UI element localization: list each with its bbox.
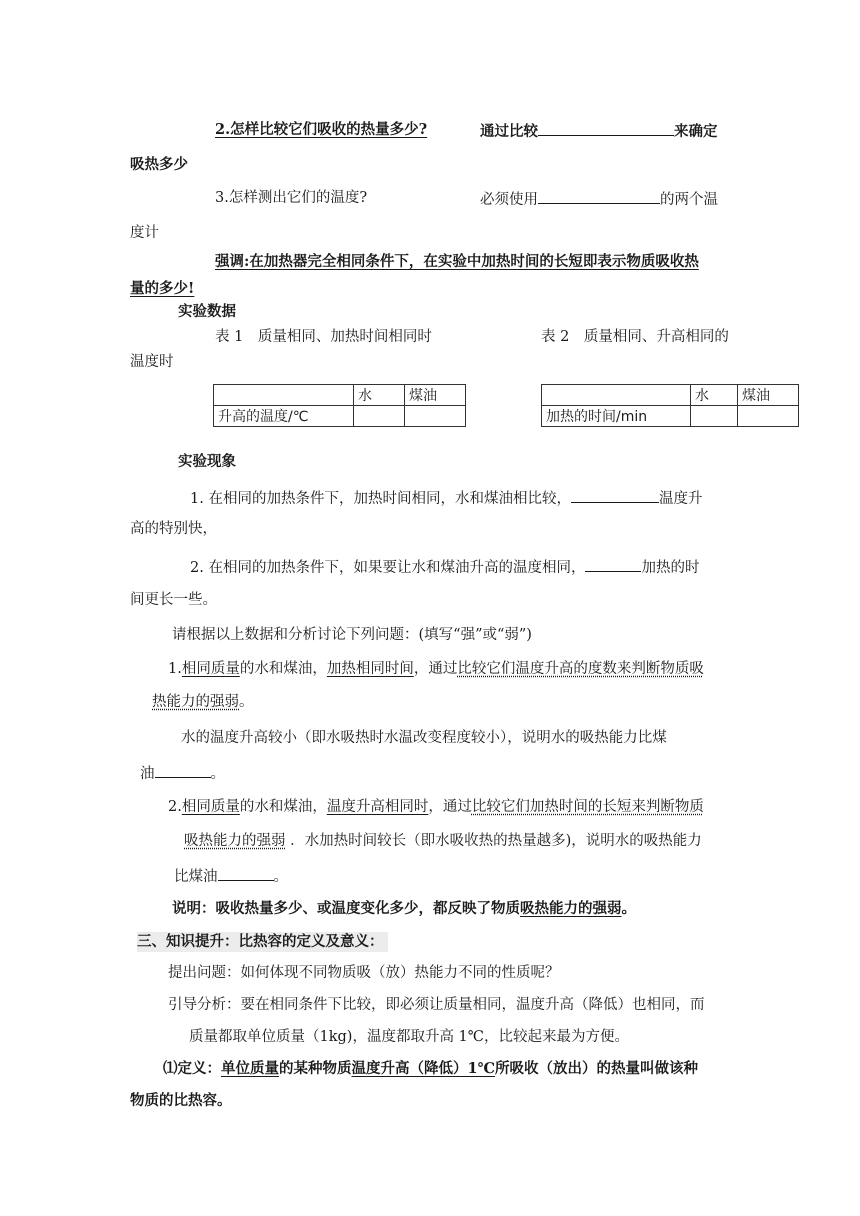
discussion-item-2-end: 比煤油 。 (174, 865, 288, 887)
phenomena-title: 实验现象 (178, 453, 236, 470)
table-cell[interactable] (691, 406, 738, 427)
phenomena-item-1-cont: 高的特别快， (130, 521, 217, 537)
table-header-kerosene: 煤油 (738, 385, 799, 406)
discussion-item-2-cont: 吸热能力的强弱 ．水加热时间较长（即水吸收热的热量越多)，说明水的吸热能力 (184, 833, 702, 849)
discussion-prompt: 请根据以上数据和分析讨论下列问题：(填写“强”或“弱”) (172, 627, 532, 643)
table-row (214, 406, 466, 427)
phenomena-item-2: 2. 在相同的加热条件下，如果要让水和煤油升高的温度相同， 加热的时 (190, 556, 699, 578)
table-header-water: 水 (691, 385, 738, 406)
table-header-water: 水 (354, 385, 405, 406)
explanation: 说明：吸收热量多少、或温度变化多少，都反映了物质吸热能力的强弱。 (172, 900, 636, 917)
question-2-answer: 通过比较 来确定 (480, 120, 718, 142)
phenomena-item-2-cont: 间更长一些。 (130, 592, 217, 608)
question-2-cont: 吸热多少 (130, 156, 188, 173)
discussion-item-1-cont: 热能力的强弱。 (152, 694, 254, 710)
table-1-caption: 表 1 质量相同、加热时间相同时 (215, 329, 432, 345)
answer-blank[interactable] (218, 865, 274, 881)
table-cell[interactable] (738, 406, 799, 427)
answer-blank[interactable] (585, 556, 641, 572)
table-row-label: 加热的时间/min (542, 406, 691, 427)
table-row (214, 385, 466, 406)
discussion-item-1-note-cont: 油 。 (140, 762, 225, 784)
table-row (542, 385, 799, 406)
data-section-title: 实验数据 (178, 303, 236, 320)
question-3-cont: 度计 (130, 225, 159, 241)
answer-blank[interactable] (538, 120, 674, 136)
emphasis-line-2: 量的多少! (130, 280, 195, 297)
definition: ⑴定义：单位质量的某种物质温度升高（降低）1℃所吸收（放出）的热量叫做该种 (163, 1060, 698, 1077)
table-cell[interactable] (354, 406, 405, 427)
table-2 (541, 384, 799, 427)
table-cell (542, 385, 691, 406)
question-2 (215, 120, 427, 140)
answer-blank[interactable] (538, 188, 660, 204)
table-header-kerosene: 煤油 (405, 385, 466, 406)
table-2-caption: 表 2 质量相同、升高相同的 (541, 329, 729, 345)
question-2-text: 2.怎样比较它们吸收的热量多少? (215, 121, 428, 138)
discussion-item-1: 1.相同质量的水和煤油，加热相同时间，通过比较它们温度升高的度数来判断物质吸 (168, 661, 704, 677)
phenomena-item-1: 1. 在相同的加热条件下，加热时间相同，水和煤油相比较， 温度升 (190, 487, 702, 509)
table-cell (214, 385, 354, 406)
question-3-answer: 必须使用 的两个温 (480, 188, 718, 210)
section-3-analysis-2: 质量都取单位质量（1kg)，温度都取升高 1℃，比较起来最为方便。 (189, 1029, 630, 1045)
question-3: 3.怎样测出它们的温度? (215, 190, 368, 206)
table-cell[interactable] (405, 406, 466, 427)
answer-blank[interactable] (155, 762, 211, 778)
table-row-label: 升高的温度/℃ (214, 406, 354, 427)
section-3-question: 提出问题：如何体现不同物质吸（放）热能力不同的性质呢？ (168, 965, 560, 981)
discussion-item-2: 2.相同质量的水和煤油，温度升高相同时，通过比较它们加热时间的长短来判断物质 (168, 799, 704, 815)
table-1 (213, 384, 466, 427)
section-3-analysis-1: 引导分析：要在相同条件下比较，即必须让质量相同，温度升高（降低）也相同，而 (168, 997, 705, 1013)
emphasis-line-1: 强调:在加热器完全相同条件下，在实验中加热时间的长短即表示物质吸收热 (215, 253, 699, 270)
section-3-heading: 三、知识提升：比热容的定义及意义： (137, 932, 388, 952)
caption-cont: 温度时 (130, 354, 174, 370)
definition-cont: 物质的比热容。 (130, 1092, 232, 1109)
table-row (542, 406, 799, 427)
discussion-item-1-note: 水的温度升高较小（即水吸热时水温改变程度较小），说明水的吸热能力比煤 (181, 730, 667, 746)
answer-blank[interactable] (571, 487, 659, 503)
